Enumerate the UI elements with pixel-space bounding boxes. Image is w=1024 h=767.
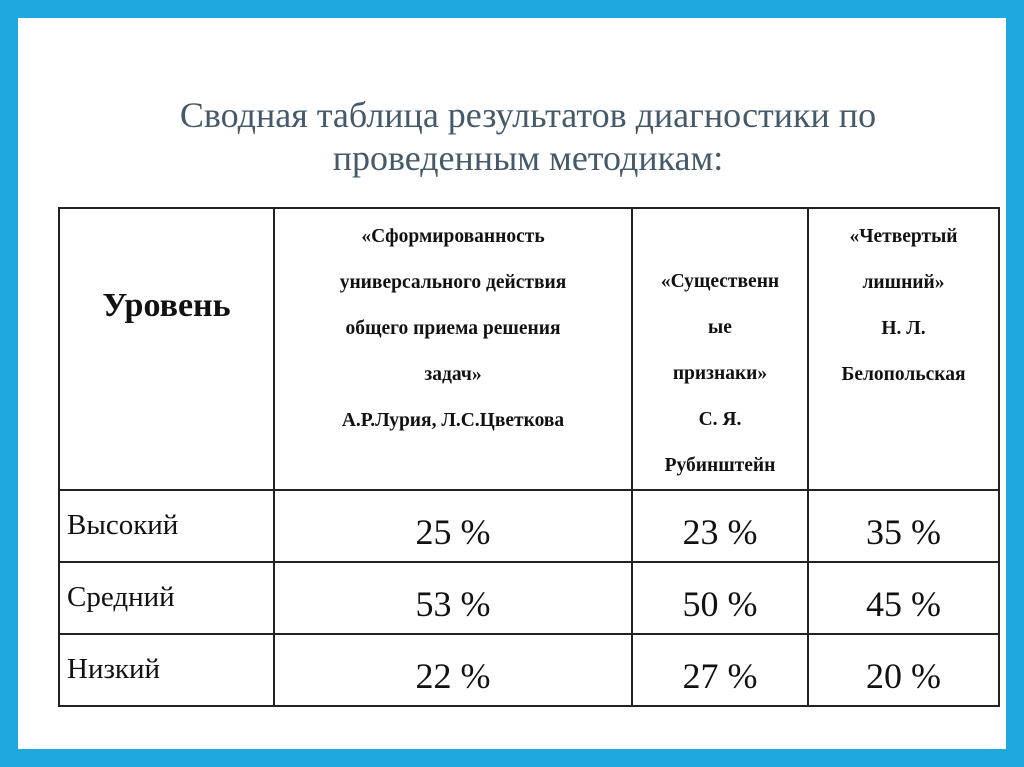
method-2-line-3: признаки» bbox=[672, 363, 768, 384]
value-text: 53 % bbox=[415, 584, 491, 624]
value-cell bbox=[632, 490, 808, 562]
level-cell bbox=[59, 562, 274, 634]
method-3-line-1: «Четвертый bbox=[849, 226, 958, 247]
slide-title bbox=[78, 94, 978, 180]
level-cell bbox=[59, 490, 274, 562]
value-text: 23 % bbox=[682, 512, 758, 552]
method-1-line-2: универсального действия bbox=[339, 272, 567, 293]
method-1-line-1: «Сформированность bbox=[361, 226, 545, 247]
value-cell bbox=[274, 490, 632, 562]
header-row bbox=[59, 208, 999, 490]
value-cell bbox=[274, 562, 632, 634]
method-3-line-2: лишний» bbox=[862, 272, 945, 293]
level-label: Высокий bbox=[67, 509, 179, 541]
value-cell bbox=[632, 634, 808, 706]
table-row bbox=[59, 490, 999, 562]
method-3-line-3: Н. Л. bbox=[881, 318, 926, 339]
results-table bbox=[58, 207, 1000, 707]
value-cell bbox=[808, 490, 999, 562]
level-cell bbox=[59, 634, 274, 706]
level-label: Низкий bbox=[67, 653, 161, 685]
value-text: 20 % bbox=[866, 656, 941, 696]
value-text: 45 % bbox=[866, 584, 941, 624]
value-cell bbox=[808, 634, 999, 706]
method-1-line-4: задач» bbox=[424, 364, 482, 385]
value-cell bbox=[632, 562, 808, 634]
value-text: 35 % bbox=[866, 512, 941, 552]
title-line-1: Сводная таблица результатов диагностики по bbox=[179, 95, 877, 135]
method-header-2 bbox=[632, 208, 808, 490]
level-column-header bbox=[59, 208, 274, 490]
method-3-line-4: Белопольская bbox=[841, 364, 966, 385]
method-2-line-2: ые bbox=[708, 317, 732, 338]
value-text: 27 % bbox=[682, 656, 758, 696]
method-header-3 bbox=[808, 208, 999, 490]
table-row bbox=[59, 634, 999, 706]
method-2-line-5: Рубинштейн bbox=[664, 455, 776, 476]
method-2-line-1: «Существенн bbox=[660, 271, 780, 292]
value-text: 50 % bbox=[682, 584, 758, 624]
level-label: Средний bbox=[67, 581, 175, 613]
title-line-2: проведенным методикам: bbox=[332, 138, 724, 178]
value-text: 22 % bbox=[415, 656, 491, 696]
value-cell bbox=[808, 562, 999, 634]
table-row bbox=[59, 562, 999, 634]
method-header-1 bbox=[274, 208, 632, 490]
value-text: 25 % bbox=[415, 512, 491, 552]
method-1-line-5: А.Р.Лурия, Л.С.Цветкова bbox=[341, 410, 565, 431]
value-cell bbox=[274, 634, 632, 706]
method-1-line-3: общего приема решения bbox=[345, 318, 561, 339]
method-2-line-4: С. Я. bbox=[698, 409, 742, 430]
level-header-text: Уровень bbox=[102, 287, 231, 324]
